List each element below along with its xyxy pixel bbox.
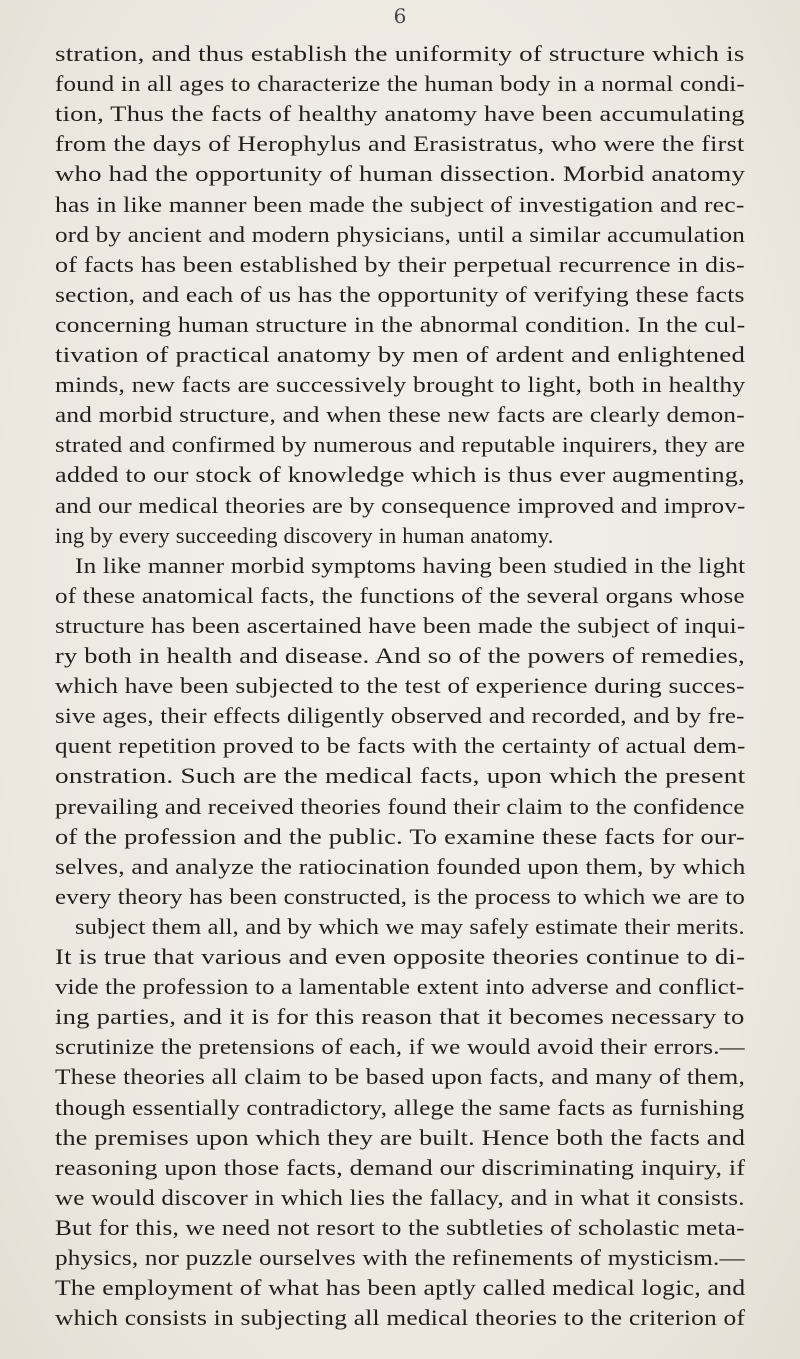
text-line: physics, nor puzzle ourselves with the refinements of mysticism.— — [55, 1245, 745, 1270]
text-line: But for this, we need not resort to the subtleties of scholastic meta- — [55, 1214, 745, 1240]
text-line: selves, and analyze the ratiocination founded upon them, by which — [55, 853, 746, 879]
text-line: concerning human structure in the abnormal condition. In the cul- — [55, 311, 746, 337]
text-line: ry both in health and disease. And so of the powers of remedies, — [55, 643, 745, 668]
text-line: quent repetition proved to be facts with the certainty of actual dem- — [55, 733, 746, 759]
text-line: These theories all claim to be based upon facts, and many of them, — [55, 1064, 746, 1090]
text-line: tivation of practical anatomy by men of ardent and enlightened — [55, 342, 746, 367]
text-line: though essentially contradictory, allege the same facts as furnishing — [55, 1094, 745, 1120]
text-line: and morbid structure, and when these new facts are clearly demon- — [55, 402, 745, 428]
text-line: prevailing and received theories found their claim to the confidence — [55, 793, 745, 819]
text-line: It is true that various and even opposite theories continue to di- — [55, 944, 746, 969]
text-line: scrutinize the pretensions of each, if we would avoid their errors.— — [55, 1034, 745, 1060]
text-line: tion, Thus the facts of healthy anatomy have been accumulating — [55, 101, 745, 127]
text-line: minds, new facts are successively brought to light, both in healthy — [55, 372, 746, 398]
text-line: the premises upon which they are built. Hence both the facts and — [55, 1124, 746, 1150]
text-line: has in like manner been made the subject of investigation and rec- — [55, 191, 745, 217]
text-line: onstration. Such are the medical facts, upon which the present — [55, 763, 746, 789]
text-line: ord by ancient and modern physicians, until a similar accumulation — [55, 221, 746, 247]
text-line: of facts has been established by their perpetual recurrence in dis- — [55, 251, 745, 277]
text-line: subject them all, and by which we may safely estimate their merits. — [75, 913, 745, 939]
text-line: strated and confirmed by numerous and reputable inquirers, they are — [55, 432, 746, 458]
text-line: every theory has been constructed, is the process to which we are to — [55, 883, 746, 909]
text-line: of the profession and the public. To examine these facts for our- — [55, 823, 745, 849]
text-line: vide the profession to a lamentable extent into adverse and conflict- — [55, 974, 745, 1000]
page-number: 6 — [393, 4, 407, 28]
text-line: we would discover in which lies the fallacy, and in what it consists. — [55, 1184, 745, 1210]
text-line: added to our stock of knowledge which is thus ever augmenting, — [55, 462, 745, 488]
text-line: reasoning upon those facts, demand our discriminating inquiry, if — [55, 1154, 746, 1180]
text-line: ing parties, and it is for this reason that it becomes necessary to — [55, 1004, 745, 1030]
text-line: section, and each of us has the opportunity of verifying these facts — [55, 281, 745, 307]
text-line: In like manner morbid symptoms having been studied in the light — [75, 552, 746, 578]
text-line: found in all ages to characterize the human body in a normal condi- — [55, 71, 745, 97]
text-line: which have been subjected to the test of experience during succes- — [55, 673, 745, 699]
text-line: and our medical theories are by consequence improved and improv- — [55, 492, 746, 518]
text-line: of these anatomical facts, the functions of the several organs whose — [55, 582, 745, 608]
text-line: stration, and thus establish the uniformity of structure which is — [55, 41, 745, 66]
text-line: who had the opportunity of human dissection. Morbid anatomy — [55, 161, 746, 187]
text-line: from the days of Herophylus and Erasistratus, who were the first — [55, 131, 745, 157]
text-line: sive ages, their effects diligently observed and recorded, and by fre- — [55, 703, 745, 729]
text-line: structure has been ascertained have been made the subject of inqui- — [55, 612, 746, 638]
text-line: The employment of what has been aptly called medical logic, and — [55, 1275, 746, 1301]
text-line: ing by every succeeding discovery in human anatomy. — [55, 522, 554, 548]
text-line: which consists in subjecting all medical theories to the criterion of — [55, 1305, 746, 1331]
